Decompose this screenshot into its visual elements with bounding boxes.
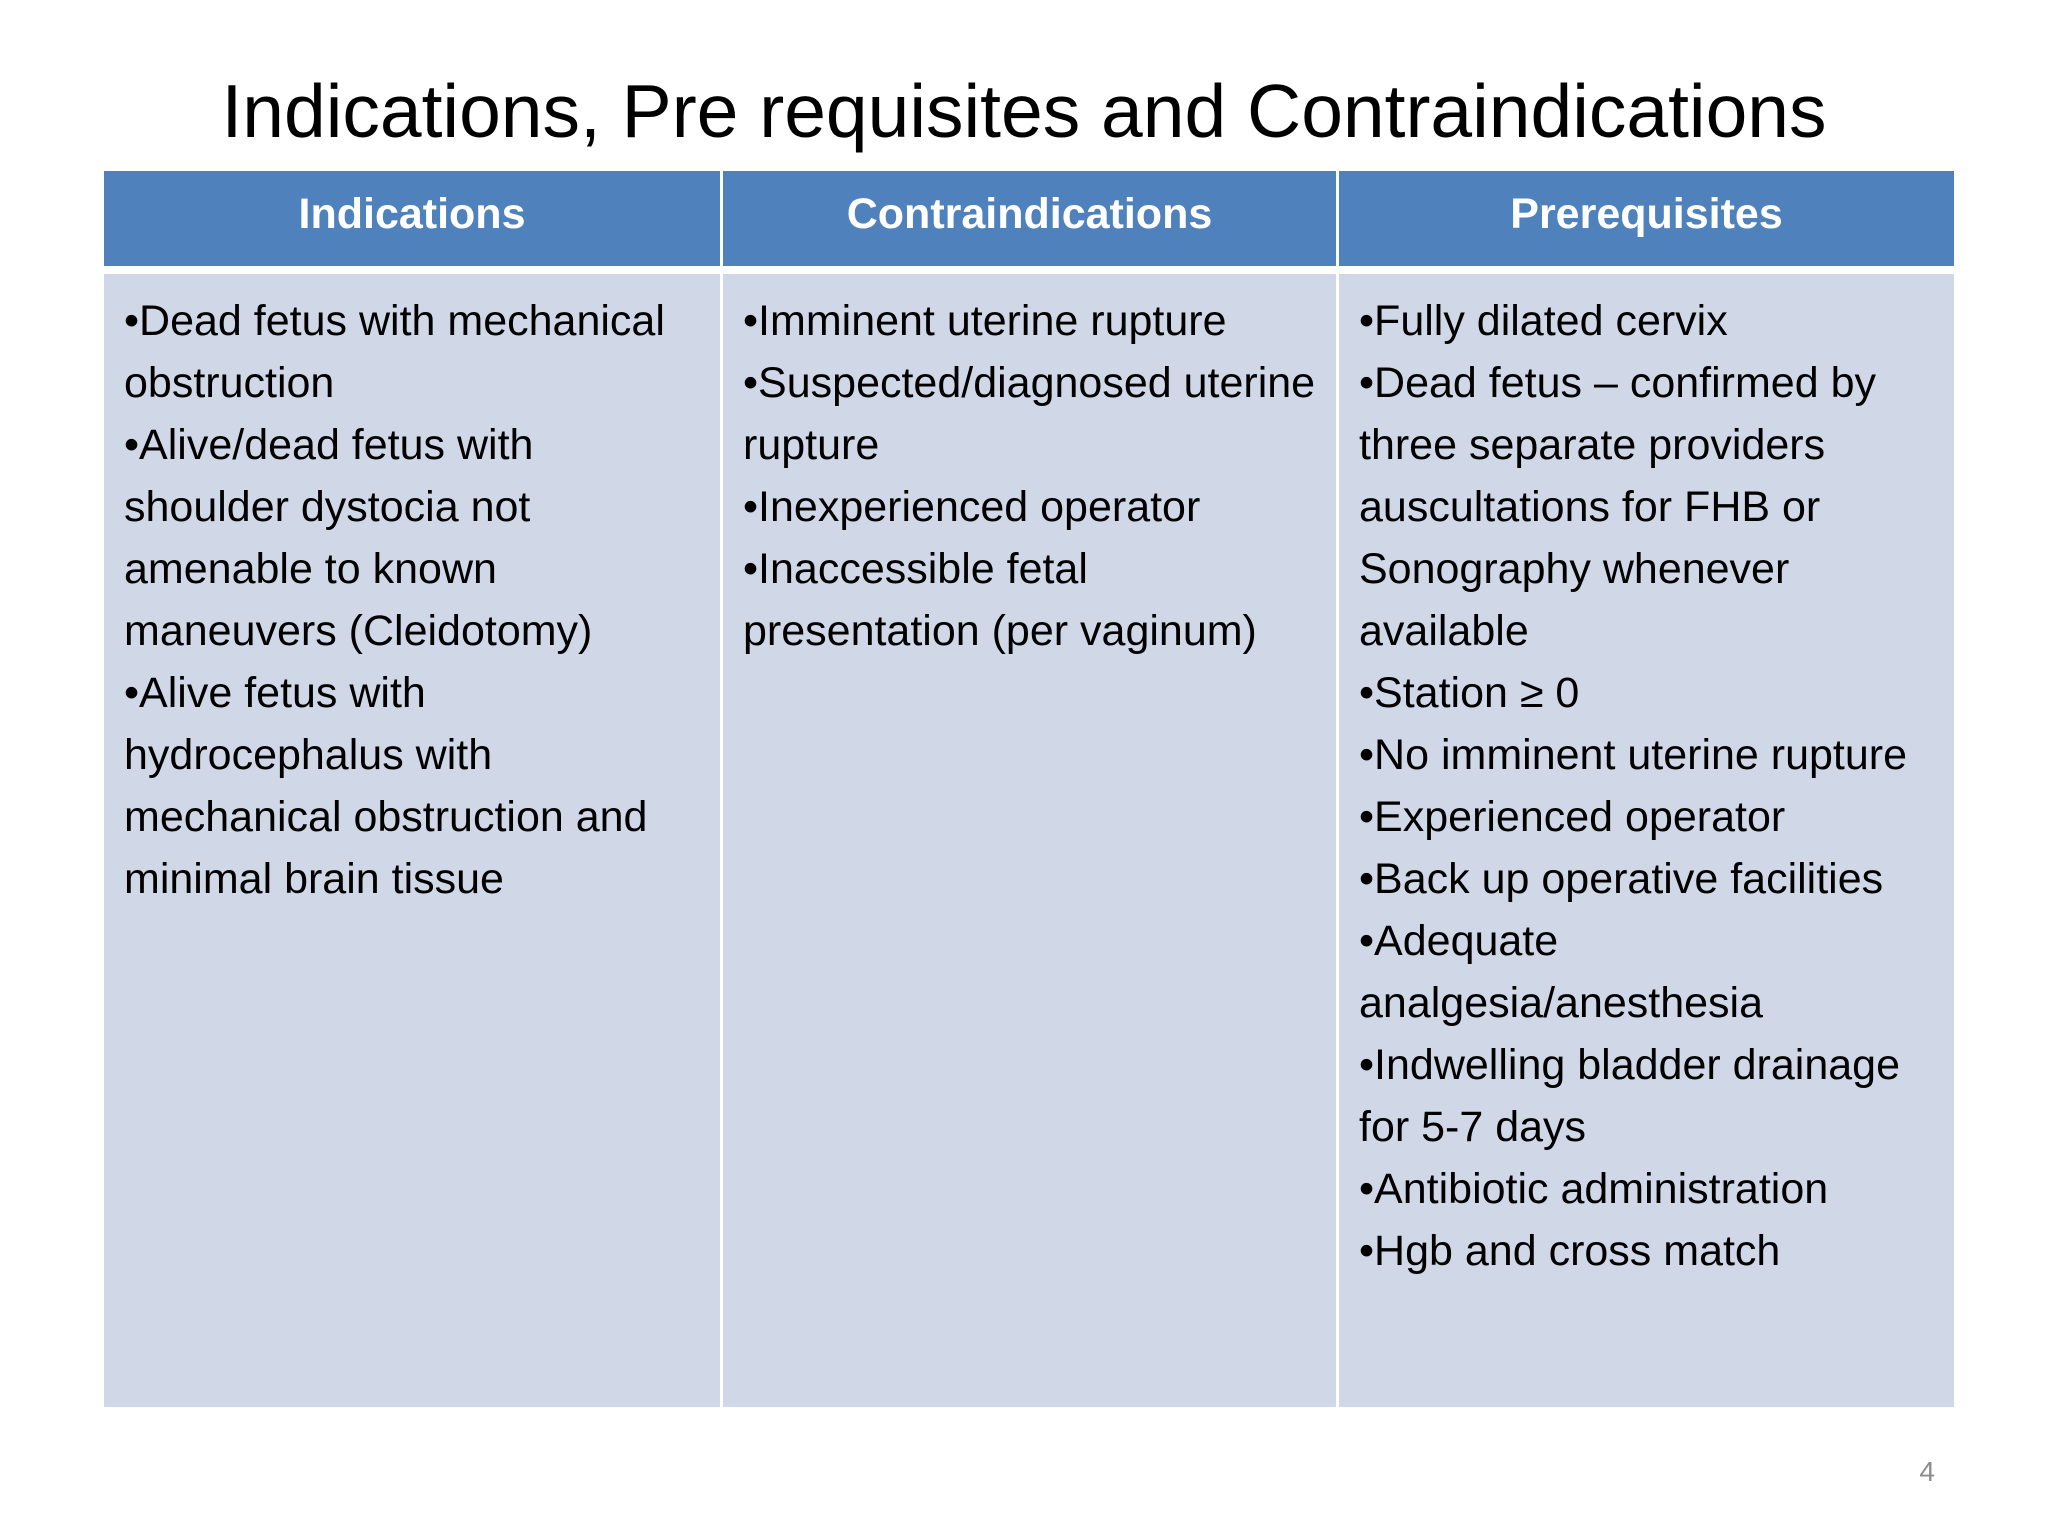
list-item: •No imminent uterine rupture	[1359, 731, 1908, 779]
indications-cell	[104, 274, 720, 1407]
content-table	[104, 171, 1954, 1407]
list-item: •Indwelling bladder drainage for 5-7 days	[1359, 1041, 1900, 1151]
list-item: •Fully dilated cervix	[1359, 297, 1728, 345]
list-item: •Dead fetus with mechanical obstruction	[124, 297, 665, 407]
list-item: •Dead fetus – confirmed by three separate providers auscultations for FHB or Sonography whenever available	[1359, 359, 1876, 655]
list-item: •Alive fetus with hydrocephalus with mechanical obstruction and minimal brain tissue	[124, 669, 648, 903]
list-item: •Imminent uterine rupture	[743, 297, 1227, 345]
list-item: •Alive/dead fetus with shoulder dystocia not amenable to known maneuvers (Cleidotomy)	[124, 421, 593, 655]
prerequisites-cell	[1336, 274, 1954, 1407]
list-item: •Adequate analgesia/anesthesia	[1359, 917, 1764, 1027]
list-item: •Suspected/diagnosed uterine rupture	[743, 359, 1316, 469]
list-item: •Inaccessible fetal presentation (per vaginum)	[743, 545, 1257, 655]
list-item: •Inexperienced operator	[743, 483, 1201, 531]
list-item: •Back up operative facilities	[1359, 855, 1884, 903]
list-item: •Station ≥ 0	[1359, 669, 1580, 717]
header-prerequisites: Prerequisites	[1336, 171, 1954, 274]
header-indications: Indications	[104, 171, 720, 274]
list-item: •Antibiotic administration	[1359, 1165, 1829, 1213]
list-item: •Hgb and cross match	[1359, 1227, 1781, 1275]
header-contraindications: Contraindications	[720, 171, 1336, 274]
slide-title: Indications, Pre requisites and Contraindications	[221, 69, 1827, 153]
page-number: 4	[1919, 1456, 1935, 1487]
contraindications-cell	[720, 274, 1336, 1407]
list-item: •Experienced operator	[1359, 793, 1786, 841]
